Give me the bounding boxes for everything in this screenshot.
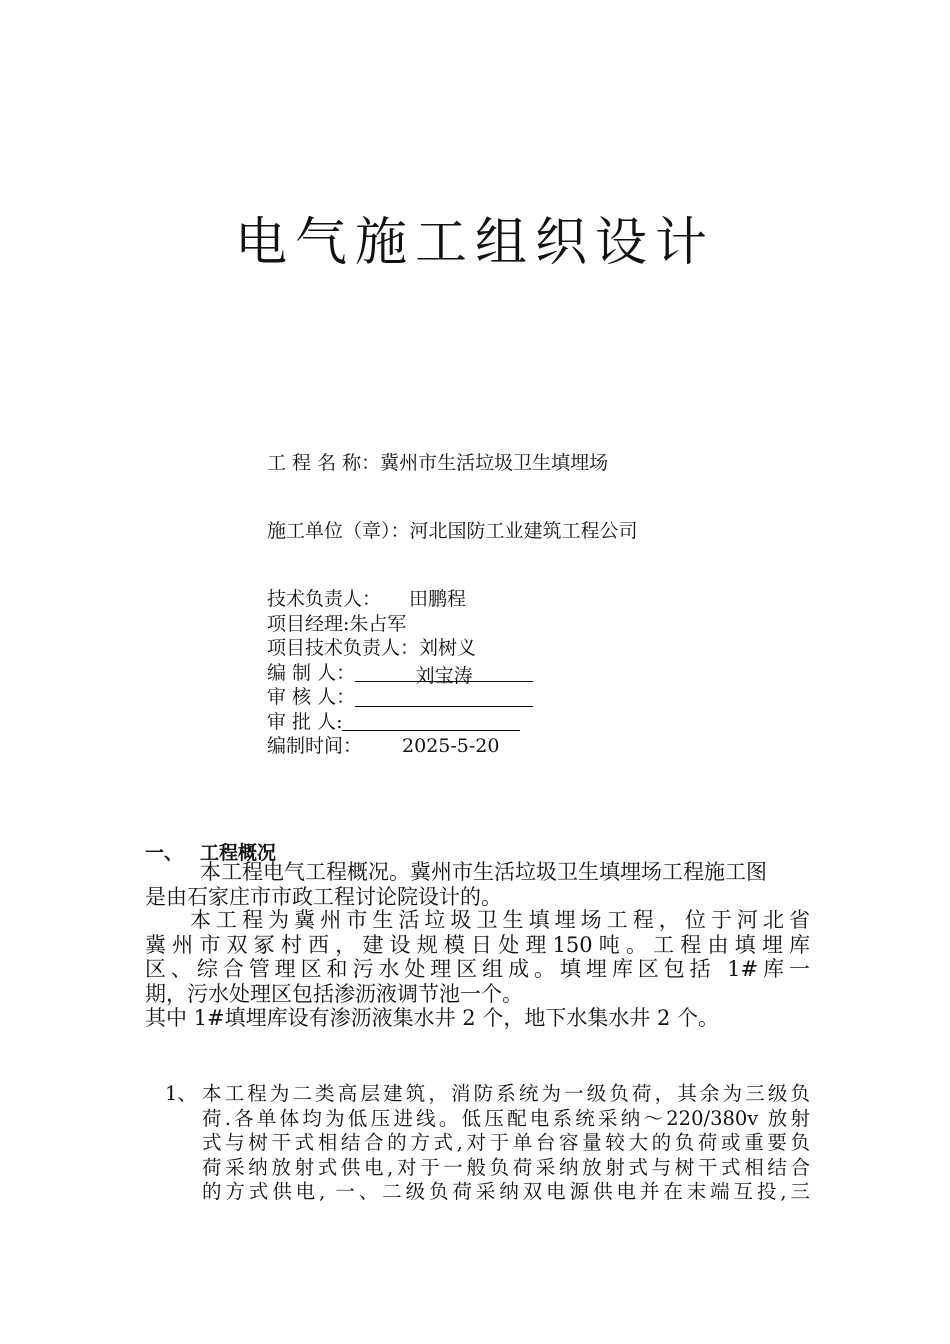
- date-value: 2025-5-20: [402, 735, 500, 757]
- paragraph-line: 是由石家庄市市政工程讨论院设计的。: [145, 884, 502, 909]
- project-name-value: 冀州市生活垃圾卫生填埋场: [380, 452, 609, 474]
- section-number: 一、: [145, 842, 184, 864]
- project-manager-label: 项目经理:: [267, 612, 350, 635]
- item-line: 的方式供电, 一、二级负荷采纳双电源供电并在末端互投,三: [202, 1180, 810, 1203]
- project-name-label: 工 程 名 称：: [267, 452, 381, 474]
- tech-lead-row: [267, 587, 533, 612]
- paragraph-line: 其中 1#填埋库设有渗沥液集水井 2 个，地下水集水井 2 个。: [145, 1006, 720, 1030]
- reviewer-label: 审 核 人：: [267, 686, 356, 708]
- item-line: 式与树干式相结合的方式,对于单台容量较大的负荷或重要负: [202, 1131, 810, 1154]
- author-signature-line: [355, 661, 533, 687]
- construction-unit-value: 河北国防工业建筑工程公司: [409, 520, 638, 542]
- document-title: 电气施工组织设计: [234, 213, 715, 273]
- author-value: 刘宝涛: [415, 665, 473, 687]
- project-name-line: [267, 448, 608, 475]
- approver-row: [267, 710, 533, 735]
- tech-lead-value: 田鹏程: [409, 588, 467, 610]
- project-manager-row: [267, 612, 533, 637]
- project-tech-lead-label: 项目技术负责人：: [267, 637, 420, 659]
- project-tech-lead-value: 刘树义: [419, 637, 477, 659]
- date-label: 编制时间：: [267, 735, 363, 757]
- paragraph-line: 期，污水处理区包括渗沥液调节池一个。: [145, 981, 523, 1006]
- paragraph-line: 冀州市双冢村西，建设规模日处理150吨。工程由填埋库: [145, 932, 810, 957]
- project-manager-value: 朱占军: [349, 612, 407, 635]
- item-marker: 1、: [165, 1082, 197, 1105]
- approver-label: 审 批 人:: [267, 710, 343, 733]
- item-line: 荷采纳放射式供电,对于一般负荷采纳放射式与树干式相结合: [202, 1155, 810, 1179]
- paragraph-line: 本工程为冀州市生活垃圾卫生填埋场工程，位于河北省: [190, 908, 810, 932]
- approver-signature-line: [342, 710, 520, 731]
- tech-lead-label: 技术负责人：: [267, 588, 382, 610]
- paragraph-line: 本工程电气工程概况。冀州市生活垃圾卫生填埋场工程施工图: [200, 860, 767, 884]
- overview-paragraph-2: [145, 908, 810, 1031]
- item-line: 荷.各单体均为低压进线。低压配电系统采纳～220/380v 放射: [202, 1106, 810, 1130]
- author-row: [267, 661, 533, 686]
- construction-unit-label: 施工单位（章）：: [267, 520, 410, 542]
- numbered-item-1: [165, 1082, 810, 1205]
- reviewer-row: [267, 685, 533, 710]
- date-row: [267, 734, 533, 759]
- item-line: 本工程为二类高层建筑，消防系统为一级负荷，其余为三级负: [202, 1082, 810, 1105]
- section-title: 工程概况: [200, 842, 277, 864]
- author-label: 编 制 人：: [267, 661, 356, 684]
- construction-unit-line: [267, 516, 638, 543]
- project-tech-lead-row: [267, 636, 533, 661]
- overview-paragraph-1: [145, 860, 810, 909]
- paragraph-line: 区、综合管理区和污水处理区组成。填埋库区包括 1#库一: [145, 957, 810, 981]
- staff-list: [267, 587, 533, 759]
- reviewer-signature-line: [355, 686, 533, 707]
